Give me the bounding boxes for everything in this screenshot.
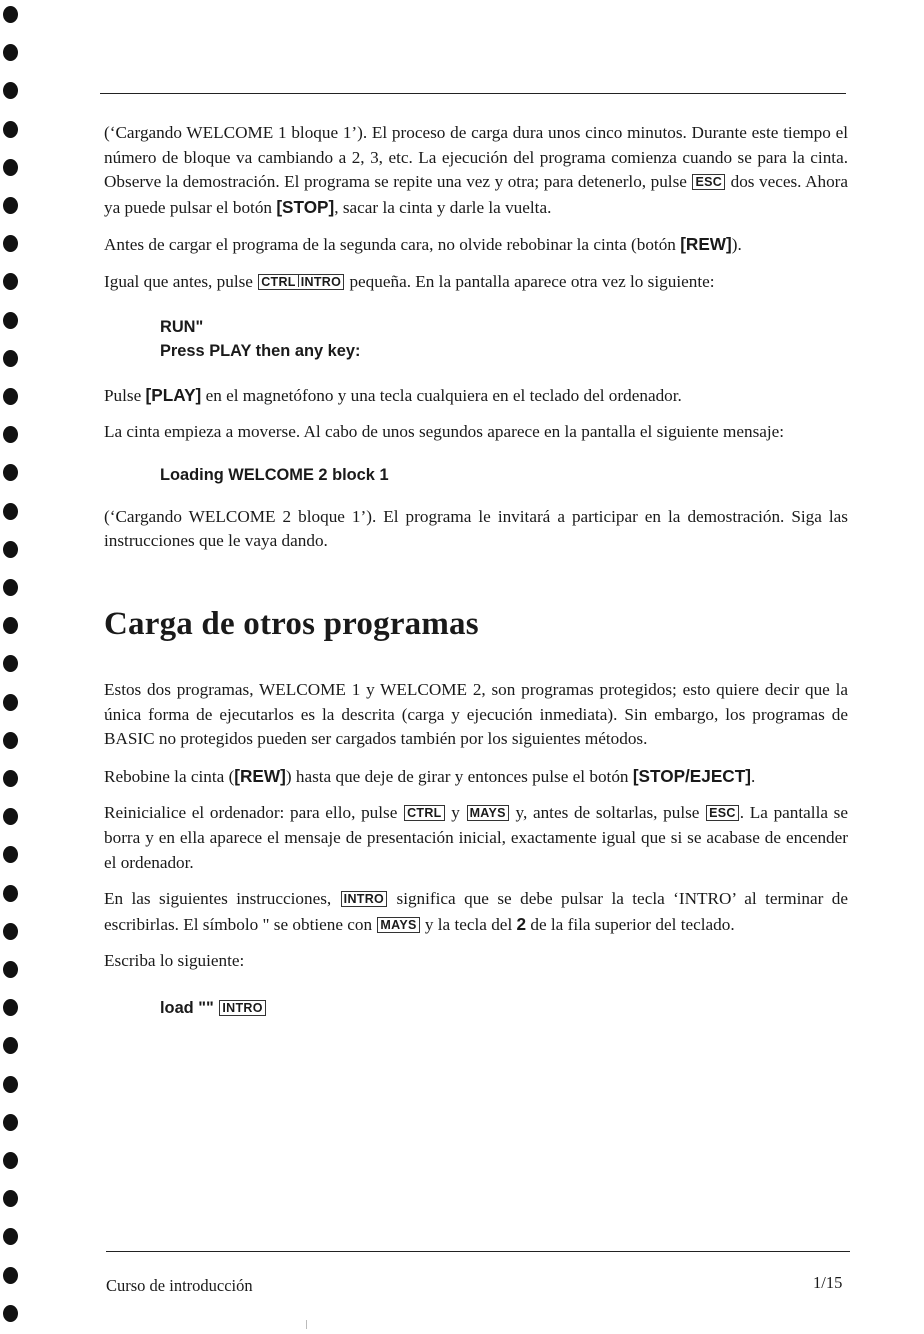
binder-hole: [3, 503, 18, 520]
key-mays-2: MAYS: [377, 917, 419, 933]
paragraph-type-following: Escriba lo siguiente:: [104, 951, 245, 971]
binder-hole: [3, 1228, 18, 1245]
paragraph-press-play: Pulse [PLAY] en el magnetófono y una tecla cualquiera en el teclado del ordenador.: [104, 384, 682, 405]
button-rew-label-2: [REW]: [234, 765, 286, 786]
button-play-label: [PLAY]: [145, 384, 202, 405]
paragraph-ctrl-intro: Igual que antes, pulse CTRL INTRO pequeña. En la pantalla aparece otra vez lo siguiente:: [104, 271, 715, 291]
binder-hole: [3, 961, 18, 978]
page-number: 1/15: [813, 1273, 843, 1292]
binder-hole: [3, 579, 18, 596]
key-ctrl-intro: CTRL INTRO: [258, 274, 344, 290]
binder-hole: [3, 999, 18, 1016]
code-run-line: RUN": [160, 317, 204, 336]
binder-hole: [3, 694, 18, 711]
binder-hole: [3, 426, 18, 443]
paragraph-tape-moves: La cinta empieza a moverse. Al cabo de unos segundos aparece en la pantalla el siguiente mensaje:: [104, 422, 785, 442]
header-rule: [100, 93, 846, 94]
binder-hole: [3, 885, 18, 902]
key-intro-2: INTRO: [219, 1000, 265, 1016]
paragraph-rewind-stop-eject: Rebobine la cinta ([REW]) hasta que deje de girar y entonces pulse el botón [STOP/EJECT].: [104, 765, 756, 786]
binder-hole: [3, 388, 18, 405]
binder-hole: [3, 6, 18, 23]
button-rew-label: [REW]: [680, 234, 732, 255]
key-esc: ESC: [692, 174, 725, 190]
code-loading-welcome-2: Loading WELCOME 2 block 1: [160, 465, 389, 484]
binder-hole: [3, 770, 18, 787]
key-intro: INTRO: [341, 891, 387, 907]
binder-hole: [3, 44, 18, 61]
binder-hole: [3, 1114, 18, 1131]
binder-hole: [3, 82, 18, 99]
binder-hole: [3, 350, 18, 367]
binder-hole: [3, 655, 18, 672]
button-stop-label: [STOP]: [276, 196, 335, 217]
binder-hole: [3, 732, 18, 749]
key-number-2: 2: [516, 913, 527, 934]
binder-hole: [3, 541, 18, 558]
binder-hole: [3, 846, 18, 863]
binder-hole: [3, 1152, 18, 1169]
binder-holes: [0, 0, 30, 1334]
binder-hole: [3, 235, 18, 252]
binder-hole: [3, 197, 18, 214]
binder-hole: [3, 159, 18, 176]
paragraph-loading-welcome-1: (‘Cargando WELCOME 1 bloque 1’). El proceso de carga dura unos cinco minutos. Durante este tiempo el número de bloque va cambiando a 2, 3, etc. La ejecución del programa comienza cuando se para la cinta. Observe la demostración. El programa se repite una vez y otra; para detenerlo, pulse ESC dos veces. Ahora ya puede pulsar el botón [STOP], sacar la cinta y darle la vuelta.: [104, 123, 849, 217]
key-ctrl: CTRL: [404, 805, 445, 821]
page-body: [104, 121, 848, 1020]
button-stop-eject-label: [STOP/EJECT]: [632, 765, 751, 786]
paragraph-intro-meaning: En las siguientes instrucciones, INTRO significa que se debe pulsar la tecla ‘INTRO’ al terminar de escribirlas. El símbolo " se obtiene con MAYS y la tecla del 2 de la fila superior del teclado.: [104, 889, 848, 934]
paragraph-protected-programs: Estos dos programas, WELCOME 1 y WELCOME 2, son programas protegidos; esto quiere decir que la única forma de ejecutarlos es la descrita (carga y ejecución inmediata). Sin embargo, los programas de BASIC no protegidos pueden ser cargados también por los siguientes métodos.: [104, 679, 848, 749]
footer-title: Curso de introducción: [106, 1276, 253, 1295]
binder-hole: [3, 1076, 18, 1093]
binder-hole: [3, 923, 18, 940]
paragraph-reset-computer: Reinicialice el ordenador: para ello, pulse CTRL y MAYS y, antes de soltarlas, pulse ESC . La pantalla se borra y en ella aparece el mensaje de presentación inicial, exactamente igual que si se acabase de encender el ordenador.: [104, 803, 848, 872]
section-heading: Carga de otros programas: [104, 605, 479, 642]
binder-hole: [3, 1037, 18, 1054]
code-press-play-line: Press PLAY then any key:: [160, 341, 361, 360]
binder-hole: [3, 808, 18, 825]
binder-hole: [3, 1267, 18, 1284]
scan-mark: [306, 1320, 307, 1329]
binder-hole: [3, 273, 18, 290]
binder-hole: [3, 1190, 18, 1207]
code-load-command: load "" INTRO: [160, 996, 848, 1020]
paragraph-rewind: Antes de cargar el programa de la segunda cara, no olvide rebobinar la cinta (botón [REW]).: [104, 234, 742, 255]
binder-hole: [3, 1305, 18, 1322]
key-mays: MAYS: [467, 805, 509, 821]
binder-hole: [3, 617, 18, 634]
footer-rule: [106, 1251, 850, 1252]
binder-hole: [3, 312, 18, 329]
binder-hole: [3, 464, 18, 481]
key-esc-2: ESC: [706, 805, 739, 821]
paragraph-loading-welcome-2: (‘Cargando WELCOME 2 bloque 1’). El programa le invitará a participar en la demostración. Siga las instrucciones que le vaya dando.: [104, 506, 848, 551]
binder-hole: [3, 121, 18, 138]
